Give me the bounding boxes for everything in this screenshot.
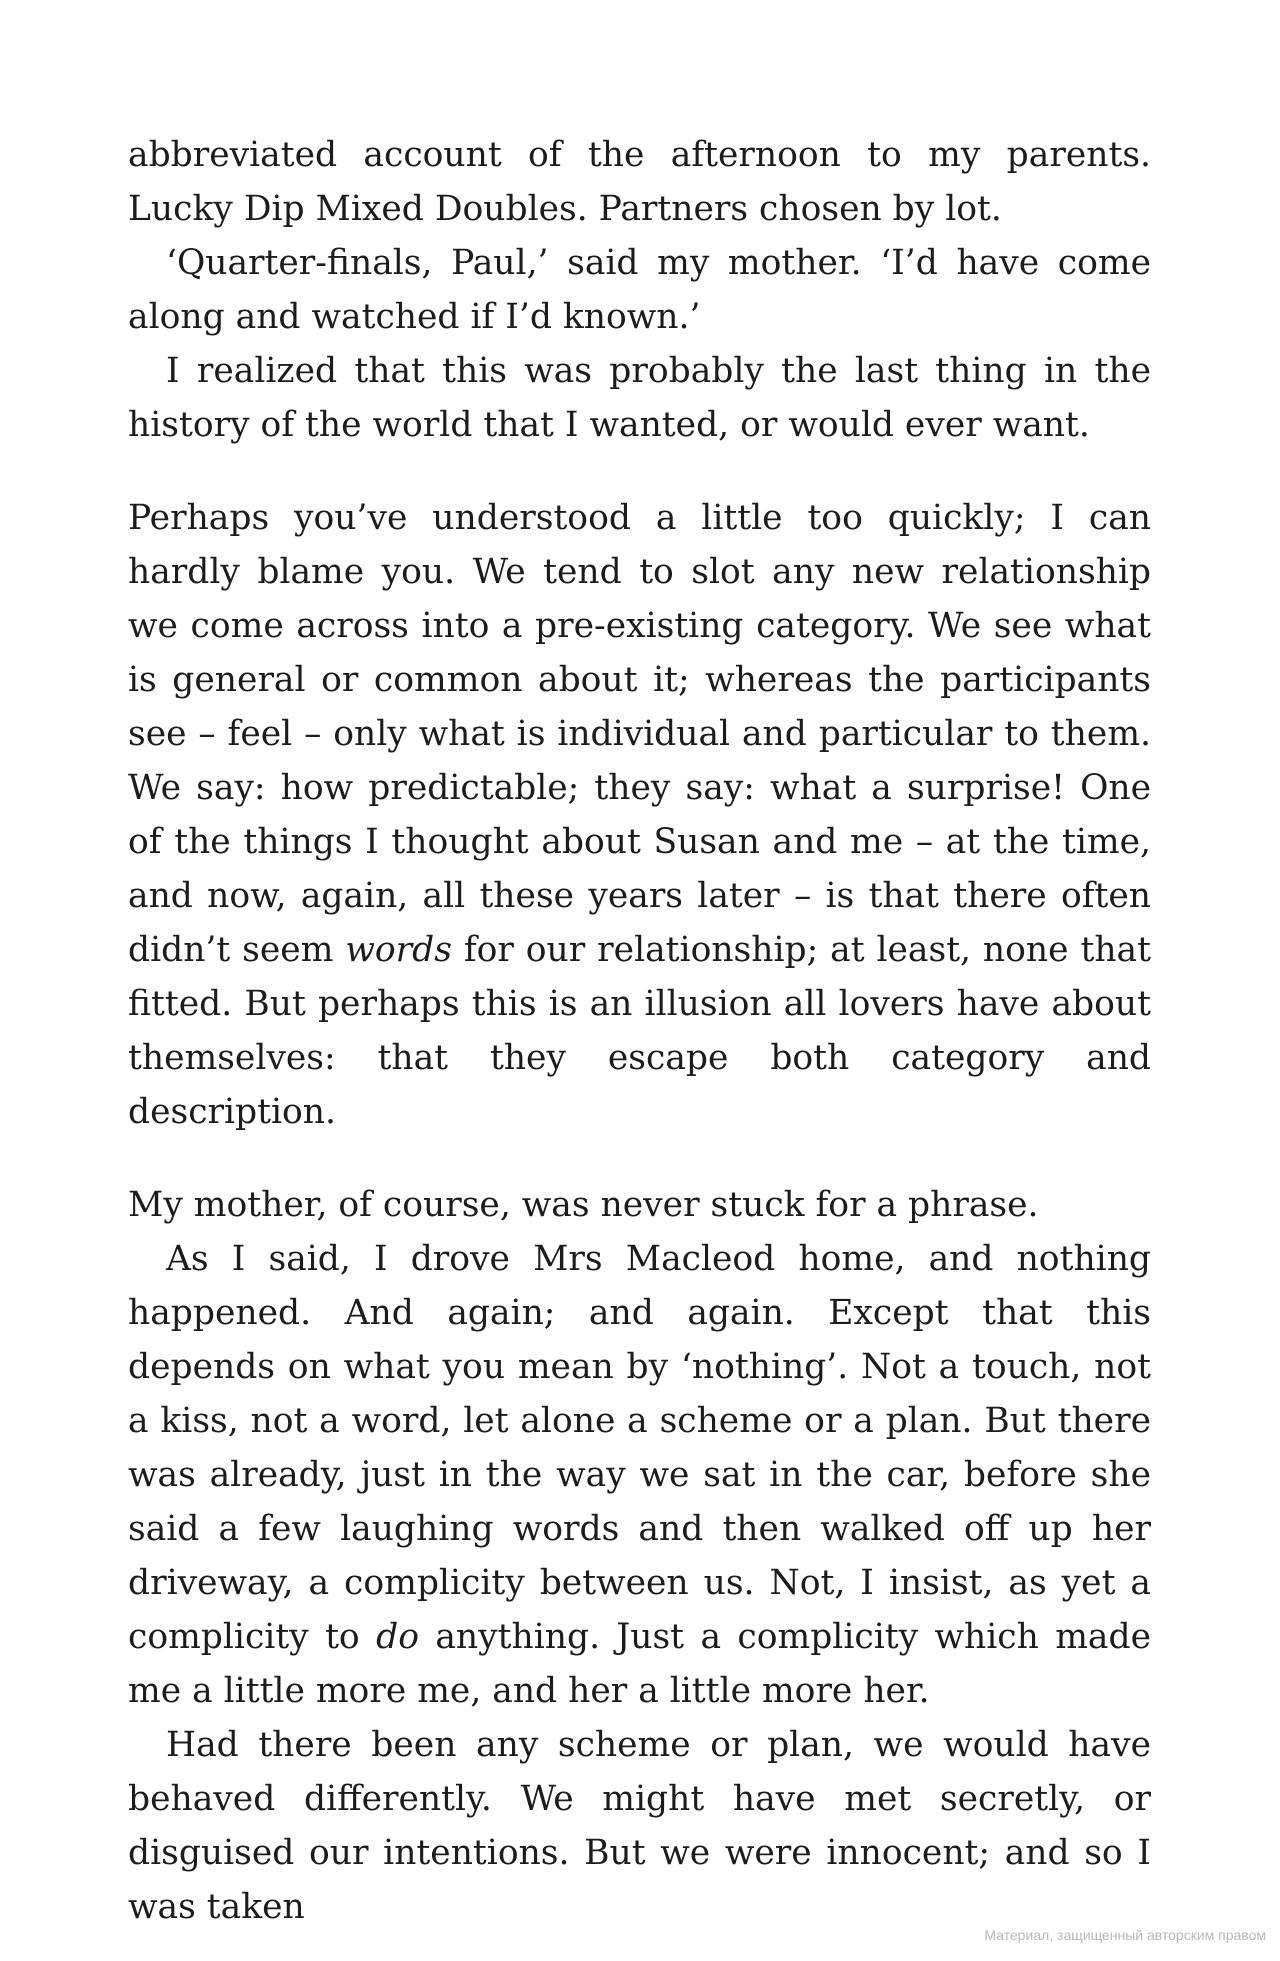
paragraph-4-part-2: for our relationship; at least, none that fitted. But perhaps this is an illusion all lovers have about themselves: that they escape both category and description. (128, 930, 1151, 1132)
page-body-text (128, 128, 1151, 1934)
paragraph-3: I realized that this was probably the last thing in the history of the world that I wanted, or would ever want. (128, 351, 1151, 445)
paragraph-2: ‘Quarter-finals, Paul,’ said my mother. ‘I’d have come along and watched if I’d known.’ (128, 243, 1151, 337)
paragraph-1: abbreviated account of the afternoon to my parents. Lucky Dip Mixed Doubles. Partners chosen by lot. (128, 135, 1151, 229)
paragraph-5: My mother, of course, was never stuck for a phrase. (128, 1185, 1039, 1225)
paragraph-6-part-1: As I said, I drove Mrs Macleod home, and nothing happened. And again; and again. Except that this depends on what you mean by ‘nothing’. Not a touch, not a kiss, not a word, let alone a scheme or a plan. But there was already, just in the way we sat in the car, before she said a few laughing words and then walked off up her driveway, a complicity between us. Not, I insist, as yet a complicity to (128, 1239, 1151, 1657)
paragraph-6-part-2: anything. Just a complicity which made me a little more me, and her a little more her. (128, 1617, 1151, 1711)
paragraph-6 (128, 1232, 1151, 1718)
paragraph-6-emphasis: do (376, 1617, 419, 1657)
paragraph-7: Had there been any scheme or plan, we would have behaved differently. We might have met secretly, or disguised our intentions. But we were innocent; and so I was taken (128, 1725, 1151, 1927)
paragraph-4 (128, 491, 1151, 1139)
copyright-watermark: Материал, защищенный авторским правом (984, 1927, 1266, 1943)
paragraph-4-emphasis: words (345, 930, 452, 970)
paragraph-4-part-1: Perhaps you’ve understood a little too quickly; I can hardly blame you. We tend to slot any new relationship we come across into a pre-existing category. We see what is general or common about it; whereas the participants see – feel – only what is individual and particular to them. We say: how predictable; they say: what a surprise! One of the things I thought about Susan and me – at the time, and now, again, all these years later – is that there often didn’t seem (128, 498, 1151, 970)
